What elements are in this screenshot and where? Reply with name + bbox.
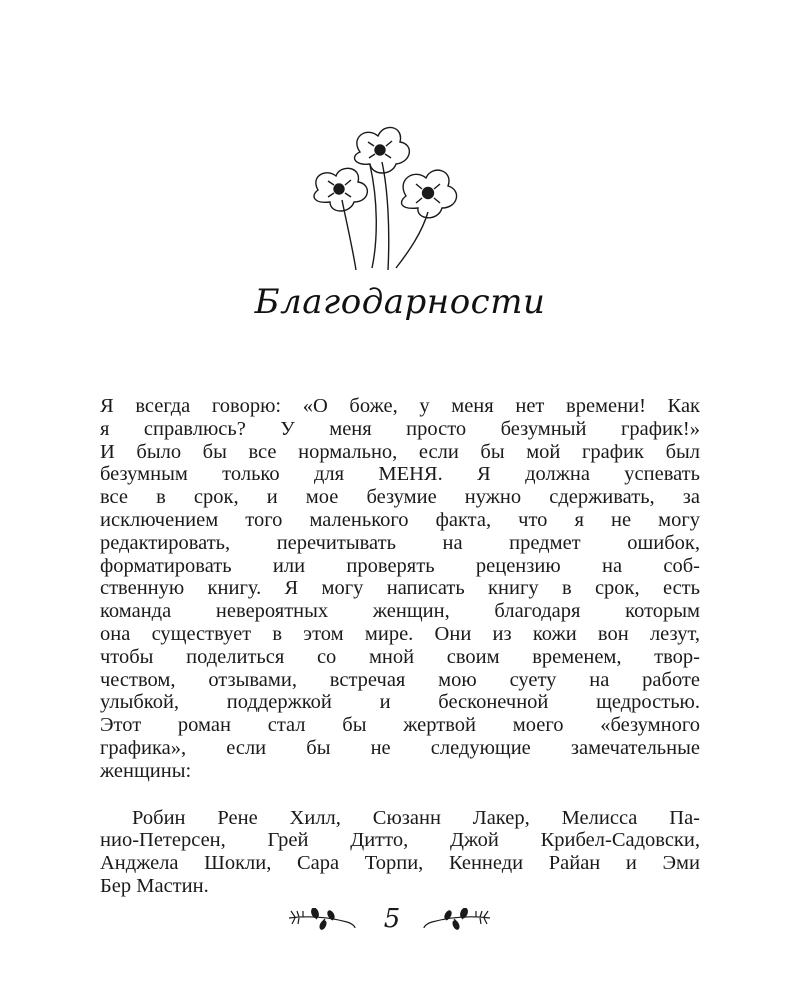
acknowledgements-body <box>100 395 700 898</box>
paragraph-names <box>100 807 700 898</box>
text-line: Этот роман стал бы жертвой моего «безумного <box>100 714 700 737</box>
text-line: Анджела Шокли, Сара Торпи, Кеннеди Райан и Эми <box>100 852 700 875</box>
text-line: исключением того маленького факта, что я не могу <box>100 508 700 531</box>
text-line: команда невероятных женщин, благодаря которым <box>100 600 700 623</box>
page-number: 5 <box>383 904 401 934</box>
paragraph-intro <box>100 395 700 783</box>
text-line: форматировать или проверять рецензию на соб- <box>100 554 700 577</box>
text-line: чтобы поделиться со мной своим временем, твор- <box>100 645 700 668</box>
text-line: женщины: <box>100 759 192 782</box>
text-line: ственную книгу. Я могу написать книгу в срок, есть <box>100 577 700 600</box>
text-line: И было бы все нормально, если бы мой график был <box>100 440 700 463</box>
text-line: чеством, отзывами, встречая мою суету на работе <box>100 668 700 691</box>
text-line: улыбкой, поддержкой и бесконечной щедростью. <box>100 691 700 714</box>
text-line: она существует в этом мире. Они из кожи вон лезут, <box>100 622 700 645</box>
poppy-flowers-illustration <box>300 120 470 280</box>
poppy-left <box>314 168 367 211</box>
text-line: Робин Рене Хилл, Сюзанн Лакер, Мелисса Па- <box>132 806 700 829</box>
page-title: Благодарности <box>254 282 546 322</box>
text-line: редактировать, перечитывать на предмет ошибок, <box>100 531 700 554</box>
sprig-ornament-icon <box>285 908 357 934</box>
page-footer <box>0 904 800 944</box>
text-line: безумным только для МЕНЯ. Я должна успевать <box>100 463 700 486</box>
text-line: графика», если бы не следующие замечательные <box>100 736 700 759</box>
text-line: все в срок, и мое безумие нужно сдерживать, за <box>100 486 700 509</box>
text-line: нио-Петерсен, Грей Дитто, Джой Крибел-Садовски, <box>100 829 700 852</box>
sprig-ornament-icon <box>422 908 494 934</box>
poppy-top <box>355 127 410 173</box>
text-line: Бер Мастин. <box>100 874 209 897</box>
text-line: я справлюсь? У меня просто безумный график!» <box>100 417 700 440</box>
poppy-right <box>402 170 457 218</box>
text-line: Я всегда говорю: «О боже, у меня нет времени! Как <box>100 395 700 417</box>
